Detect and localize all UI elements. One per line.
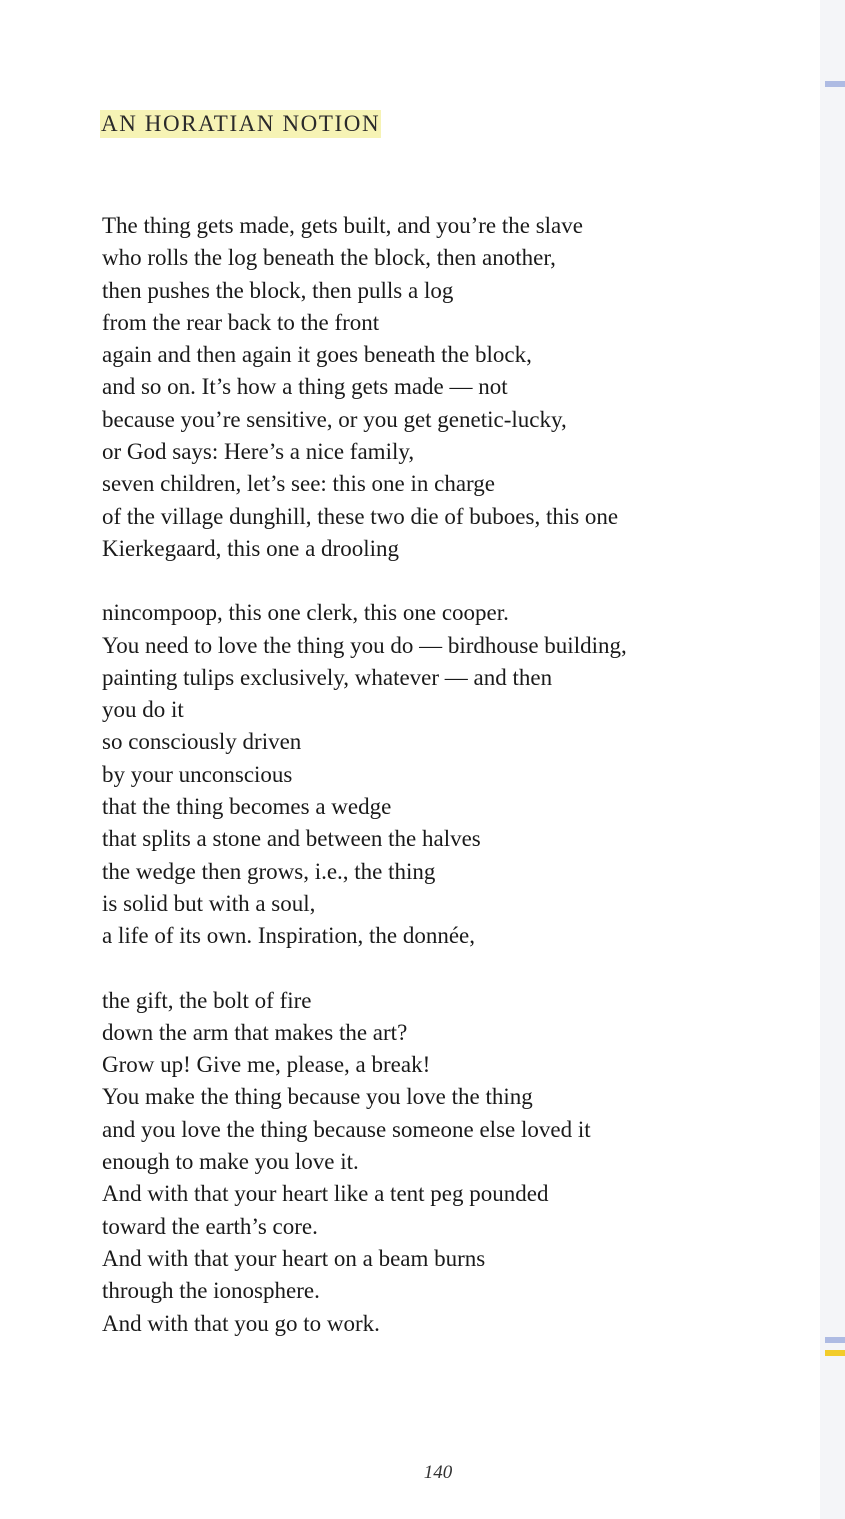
stanza-3	[102, 985, 802, 1340]
poem-line: toward the earth’s core.	[102, 1213, 318, 1239]
poem-line: because you’re sensitive, or you get genetic-lucky,	[102, 406, 567, 432]
scroll-rail[interactable]	[820, 0, 845, 1519]
page-number: 140	[423, 1462, 453, 1483]
poem-line: painting tulips exclusively, whatever — and then	[102, 664, 553, 690]
poem-line: enough to make you love it.	[102, 1149, 359, 1175]
poem-line: and so on. It’s how a thing gets made — not	[102, 374, 508, 400]
poem-line: the wedge then grows, i.e., the thing	[102, 858, 436, 884]
annotation-marker-bottom[interactable]	[825, 1350, 845, 1356]
poem-line: And with that your heart on a beam burns	[102, 1245, 486, 1271]
poem-line: the gift, the bolt of fire	[102, 987, 312, 1013]
poem-line: The thing gets made, gets built, and you’re the slave	[102, 213, 583, 238]
annotation-marker-top[interactable]	[825, 81, 845, 87]
poem-line: seven children, let’s see: this one in charge	[102, 471, 496, 497]
stanza-1	[102, 210, 802, 565]
poem-line: from the rear back to the front	[102, 309, 380, 335]
poem-line: nincompoop, this one clerk, this one cooper.	[102, 600, 509, 626]
poem-line: so consciously driven	[102, 729, 302, 755]
poem-line: through the ionosphere.	[102, 1278, 320, 1304]
poem-line: then pushes the block, then pulls a log	[102, 277, 454, 303]
poem-line: And with that your heart like a tent peg pounded	[102, 1181, 549, 1207]
poem-line: down the arm that makes the art?	[102, 1019, 408, 1045]
poem-line: is solid but with a soul,	[102, 890, 316, 916]
poem-line: who rolls the log beneath the block, then another,	[102, 245, 556, 271]
poem-body	[102, 210, 802, 1340]
poem-title: AN HORATIAN NOTION	[101, 111, 381, 136]
poem-line: that the thing becomes a wedge	[102, 794, 392, 820]
annotation-marker-middle[interactable]	[825, 1337, 845, 1343]
poem-line: Grow up! Give me, please, a break!	[102, 1052, 431, 1078]
poem-line: You make the thing because you love the thing	[102, 1084, 533, 1110]
poem-line: and you love the thing because someone else loved it	[102, 1116, 591, 1142]
stanza-2	[102, 597, 802, 952]
poem-line: Kierkegaard, this one a drooling	[102, 535, 399, 561]
poem-line: a life of its own. Inspiration, the donnée,	[102, 923, 476, 949]
poem-line: And with that you go to work.	[102, 1310, 380, 1336]
poem-line: again and then again it goes beneath the block,	[102, 342, 532, 368]
poem-line: you do it	[102, 697, 184, 723]
poem-line: of the village dunghill, these two die of buboes, this one	[102, 503, 619, 529]
poem-line: that splits a stone and between the halves	[102, 826, 481, 852]
poem-line: by your unconscious	[102, 761, 293, 787]
poem-line: or God says: Here’s a nice family,	[102, 439, 415, 465]
poem-line: You need to love the thing you do — birdhouse building,	[102, 632, 627, 658]
